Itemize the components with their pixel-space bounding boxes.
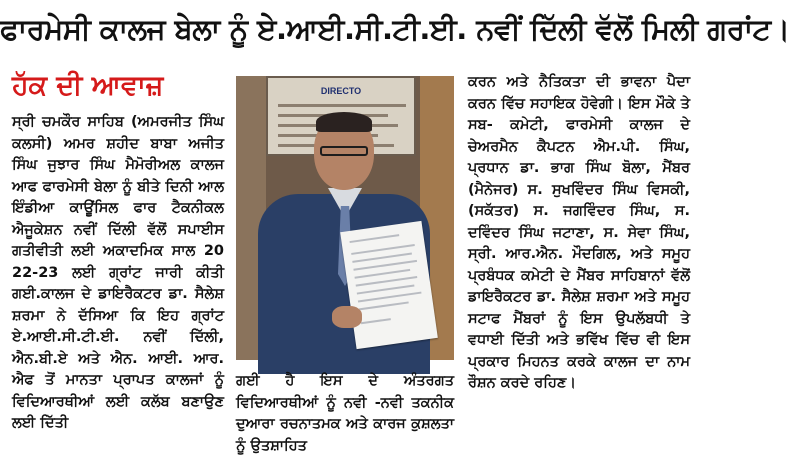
photo-hair bbox=[316, 112, 372, 132]
article-column-2: ਗਈ ਹੈ ਇਸ ਦੇ ਅੰਤਰਗਤ ਵਿਦਿਆਰਥੀਆਂ ਨੂੰ ਨਵੀ -ਨਵੀ ਤਕਨੀਕ ਦੁਆਰਾ ਰਚਨਾਤਮਕ ਅਤੇ ਕਾਰਜ ਕੁਸ਼ਲਤਾ ਨੂੰ ਉਤਸ਼ਾਹਿਤ bbox=[236, 373, 454, 454]
article-column-1: ਸ੍ਰੀ ਚਮਕੌਰ ਸਾਹਿਬ (ਅਮਰਜੀਤ ਸਿੰਘ ਕਲਸੀ) ਅਮਰ ਸ਼ਹੀਦ ਬਾਬਾ ਅਜੀਤ ਸਿੰਘ ਜੁਝਾਰ ਸਿੰਘ ਮੈਮੋਰੀਅਲ ਕਾਲਜ ਆਫ ਫਾਰਮੇਸੀ ਬੇਲਾ ਨੂੰ ਬੀਤੇ ਦਿਨੀ ਆਲ ਇੰਡੀਆ ਕਾਊਂਸਿਲ ਫਾਰ ਟੈਕਨੀਕਲ ਐਜੂਕੇਸ਼ਨ ਨਵੀਂ ਦਿੱਲੀ ਵੱਲੋਂ ਸਪਾਈਸ ਗਤੀਵੀਤੀ ਲਈ ਅਕਾਦਮਿਕ ਸਾਲ 20 22-23 ਲਈ ਗ੍ਰਾਂਟ ਜਾਰੀ ਕੀਤੀ ਗਈ.ਕਾਲਜ ਦੇ ਡਾਇਰੈਕਟਰ ਡਾ. ਸੈਲੇਸ਼ ਸ਼ਰਮਾ ਨੇ ਦੱਸਿਆ ਕਿ ਇਹ ਗ੍ਰਾਂਟ ਏ.ਆਈ.ਸੀ.ਟੀ.ਈ. ਨਵੀਂ ਦਿੱਲੀ, ਐਨ.ਬੀ.ਏ ਅਤੇ ਐਨ. ਆਈ. ਆਰ. ਐਫ ਤੋਂ ਮਾਨਤਾ ਪ੍ਰਾਪਤ ਕਾਲਜਾਂ ਨੂੰ ਵਿਦਿਆਰਥੀਆਂ ਲਈ ਕਲੱਬ ਬਣਾਉਣ ਲਈ ਦਿੱਤੀ bbox=[12, 114, 224, 431]
photo-hand bbox=[332, 306, 362, 328]
headline: ਫਾਰਮੇਸੀ ਕਾਲਜ ਬੇਲਾ ਨੂੰ ਏ.ਆਈ.ਸੀ.ਟੀ.ਈ. ਨਵੀਂ ਦਿੱਲੀ ਵੱਲੋਂ ਮਿਲੀ ਗਰਾਂਟ। bbox=[0, 12, 790, 46]
photo-certificate bbox=[340, 221, 438, 349]
photo-glasses bbox=[320, 146, 368, 156]
news-photo bbox=[236, 76, 454, 360]
column-brand-title: ਹੱਕ ਦੀ ਆਵਾਜ਼ bbox=[12, 70, 164, 101]
article-column-3: ਕਰਨ ਅਤੇ ਨੈਤਿਕਤਾ ਦੀ ਭਾਵਨਾ ਪੈਦਾ ਕਰਨ ਵਿੱਚ ਸਹਾਇਕ ਹੋਵੇਗੀ। ਇਸ ਮੌਕੇ ਤੇ ਸਬ- ਕਮੇਟੀ, ਫਾਰਮੇਸੀ ਕਾਲਜ ਦੇ ਚੇਅਰਮੈਨ ਕੈਪਟਨ ਐਮ.ਪੀ. ਸਿੰਘ, ਪ੍ਰਧਾਨ ਡਾ. ਭਾਗ ਸਿੰਘ ਬੋਲਾ, ਮੈਂਬਰ (ਮੈਨੇਜਰ) ਸ. ਸੁਖਵਿੰਦਰ ਸਿੰਘ ਵਿਸਕੀ, (ਸਕੱਤਰ) ਸ. ਜਗਵਿੰਦਰ ਸਿੰਘ, ਸ. ਦਵਿੰਦਰ ਸਿੰਘ ਜਟਾਣਾ, ਸ. ਸੇਵਾ ਸਿੰਘ, ਸ੍ਰੀ. ਆਰ.ਐਨ. ਮੌਦਗਿਲ, ਅਤੇ ਸਮੂਹ ਪ੍ਰਬੰਧਕ ਕਮੇਟੀ ਦੇ ਮੈਂਬਰ ਸਾਹਿਬਾਨਾਂ ਵੱਲੋਂ ਡਾਇਰੈਕਟਰ ਡਾ. ਸੈਲੇਸ਼ ਸ਼ਰਮਾ ਅਤੇ ਸਮੂਹ ਸਟਾਫ ਮੈਂਬਰਾਂ ਨੂੰ ਇਸ ਉਪਲੱਬਧੀ ਤੇ ਵਧਾਈ ਦਿੱਤੀ ਅਤੇ ਭਵਿੱਖ ਵਿੱਚ ਵੀ ਇਸ ਪ੍ਰਕਾਰ ਮਿਹਨਤ ਕਰਕੇ ਕਾਲਜ ਦਾ ਨਾਮ ਰੌਸ਼ਨ ਕਰਦੇ ਰਹਿਣ। bbox=[468, 74, 690, 391]
board-title: DIRECTO bbox=[320, 86, 362, 96]
